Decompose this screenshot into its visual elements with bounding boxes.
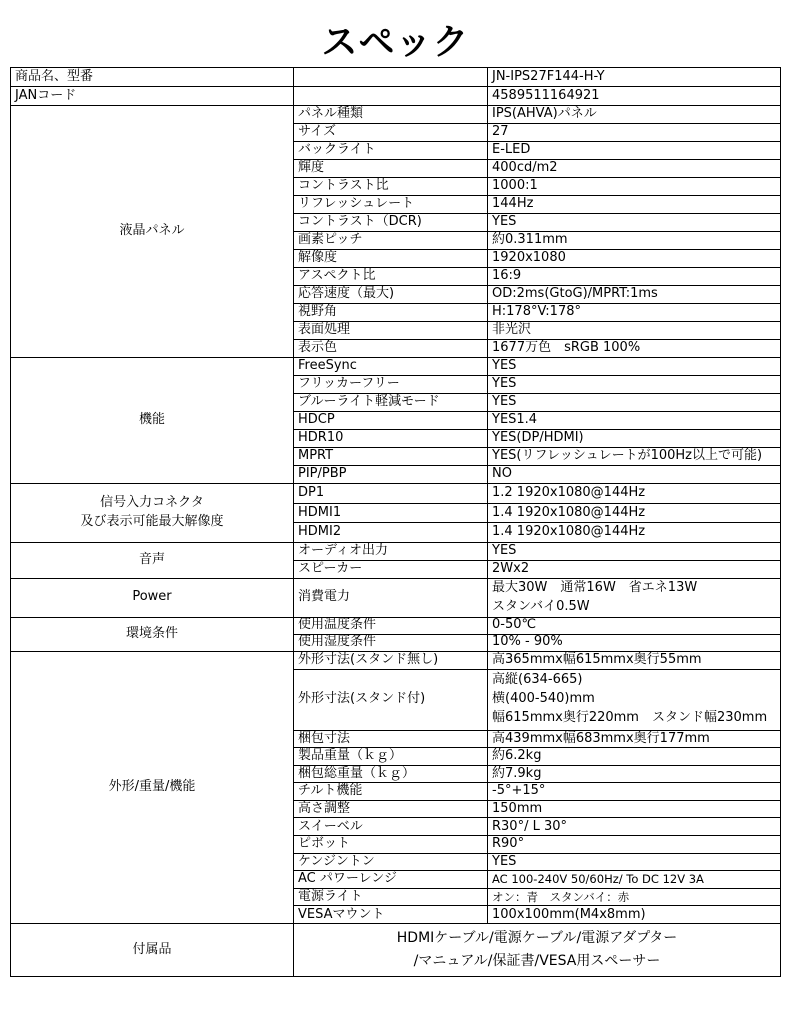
category-cell: [11, 484, 294, 543]
spec-label: DP1: [294, 484, 488, 504]
spec-value: YES(DP/HDMI): [488, 430, 781, 448]
value-line: /マニュアル/保証書/VESA用スペーサー: [413, 953, 661, 970]
table-row: [11, 651, 781, 669]
table-row: [11, 617, 781, 634]
spec-value: 非光沢: [488, 322, 781, 340]
spec-label: スイーベル: [294, 818, 488, 836]
spec-value: [488, 578, 781, 617]
spec-label: スピーカー: [294, 560, 488, 578]
value-line: 最大30W 通常16W 省エネ13W: [492, 579, 698, 595]
table-row: [11, 484, 781, 504]
category-cell: 環境条件: [11, 617, 294, 651]
spec-value: 高439mmx幅683mmx奥行177mm: [488, 730, 781, 748]
spec-label: 消費電力: [294, 578, 488, 617]
spec-label: ピボット: [294, 836, 488, 854]
empty-cell: [294, 87, 488, 106]
spec-value: 約6.2kg: [488, 748, 781, 766]
spec-label: アスペクト比: [294, 268, 488, 286]
spec-label: ブルーライト軽減モード: [294, 394, 488, 412]
spec-value: YES(リフレッシュレートが100Hz以上で可能): [488, 448, 781, 466]
value-line: HDMIケーブル/電源ケーブル/電源アダプター: [396, 929, 678, 946]
row-label: JANコード: [11, 87, 294, 106]
spec-value: 10% - 90%: [488, 634, 781, 651]
spec-value: E-LED: [488, 142, 781, 160]
table-row: [11, 542, 781, 560]
row-value: 4589511164921: [488, 87, 781, 106]
value-line: 横(400-540)mm: [492, 691, 595, 707]
spec-value: 2Wx2: [488, 560, 781, 578]
spec-value: 27: [488, 124, 781, 142]
spec-label: 高さ調整: [294, 800, 488, 818]
spec-label: 製品重量（ｋｇ）: [294, 748, 488, 766]
spec-value: AC 100-240V 50/60Hz/ To DC 12V 3A: [488, 871, 781, 889]
spec-value: 100x100mm(M4x8mm): [488, 906, 781, 924]
table-row: [11, 106, 781, 124]
spec-label: 解像度: [294, 250, 488, 268]
spec-value: 150mm: [488, 800, 781, 818]
category-cell: 外形/重量/機能: [11, 651, 294, 924]
spec-label: リフレッシュレート: [294, 196, 488, 214]
category-label: 及び表示可能最大解像度: [80, 513, 224, 529]
spec-table: [10, 67, 781, 977]
spec-label: 外形寸法(スタンド付): [294, 669, 488, 730]
category-cell: Power: [11, 578, 294, 617]
row-value: JN-IPS27F144-H-Y: [488, 68, 781, 87]
spec-value: 144Hz: [488, 196, 781, 214]
spec-value: YES: [488, 394, 781, 412]
spec-value: R30°/ L 30°: [488, 818, 781, 836]
spec-label: ケンジントン: [294, 853, 488, 871]
spec-value: 1.2 1920x1080@144Hz: [488, 484, 781, 504]
spec-value: 約0.311mm: [488, 232, 781, 250]
spec-label: HDCP: [294, 412, 488, 430]
spec-label: コントラスト（DCR): [294, 214, 488, 232]
spec-value: OD:2ms(GtoG)/MPRT:1ms: [488, 286, 781, 304]
page-title: スペック: [321, 22, 470, 63]
row-label: 商品名、型番: [11, 68, 294, 87]
value-line: 高縦(634-665): [492, 672, 583, 688]
spec-label: 電源ライト: [294, 888, 488, 906]
spec-label: チルト機能: [294, 783, 488, 801]
spec-label: オーディオ出力: [294, 542, 488, 560]
spec-label: 表示色: [294, 340, 488, 358]
spec-value: YES: [488, 542, 781, 560]
spec-label: FreeSync: [294, 358, 488, 376]
category-cell: 付属品: [11, 924, 294, 977]
spec-value: 0-50℃: [488, 617, 781, 634]
spec-value: -5°+15°: [488, 783, 781, 801]
category-cell: 液晶パネル: [11, 106, 294, 358]
spec-label: VESAマウント: [294, 906, 488, 924]
spec-label: HDMI2: [294, 523, 488, 543]
spec-label: PIP/PBP: [294, 466, 488, 484]
spec-value: 1677万色 sRGB 100%: [488, 340, 781, 358]
spec-value: 約7.9kg: [488, 765, 781, 783]
spec-value: R90°: [488, 836, 781, 854]
spec-label: 使用湿度条件: [294, 634, 488, 651]
spec-value: 16:9: [488, 268, 781, 286]
spec-value: YES: [488, 358, 781, 376]
accessories-value: [294, 924, 781, 977]
spec-label: 輝度: [294, 160, 488, 178]
spec-value: 1.4 1920x1080@144Hz: [488, 503, 781, 523]
spec-value: 1.4 1920x1080@144Hz: [488, 523, 781, 543]
spec-value: YES: [488, 376, 781, 394]
spec-label: コントラスト比: [294, 178, 488, 196]
spec-label: 画素ピッチ: [294, 232, 488, 250]
spec-label: フリッカーフリー: [294, 376, 488, 394]
spec-value: 高365mmx幅615mmx奥行55mm: [488, 651, 781, 669]
spec-label: 梱包寸法: [294, 730, 488, 748]
table-row: [11, 358, 781, 376]
spec-label: パネル種類: [294, 106, 488, 124]
spec-value: [488, 669, 781, 730]
spec-value: NO: [488, 466, 781, 484]
spec-value: H:178°V:178°: [488, 304, 781, 322]
spec-value: YES1.4: [488, 412, 781, 430]
spec-label: 梱包総重量（ｋｇ）: [294, 765, 488, 783]
spec-label: 視野角: [294, 304, 488, 322]
spec-label: サイズ: [294, 124, 488, 142]
category-cell: 音声: [11, 542, 294, 578]
spec-value: YES: [488, 853, 781, 871]
spec-label: HDMI1: [294, 503, 488, 523]
spec-value: オン：青 スタンバイ：赤: [488, 888, 781, 906]
spec-label: HDR10: [294, 430, 488, 448]
category-label: 信号入力コネクタ: [100, 494, 204, 510]
table-row: [11, 578, 781, 617]
table-row: [11, 68, 781, 87]
table-row: [11, 87, 781, 106]
spec-label: バックライト: [294, 142, 488, 160]
value-line: 幅615mmx奥行220mm スタンド幅230mm: [492, 709, 768, 725]
spec-label: AC パワーレンジ: [294, 871, 488, 889]
table-row: [11, 924, 781, 977]
spec-label: 応答速度（最大): [294, 286, 488, 304]
spec-value: 1920x1080: [488, 250, 781, 268]
spec-value: YES: [488, 214, 781, 232]
category-cell: 機能: [11, 358, 294, 484]
spec-value: 400cd/m2: [488, 160, 781, 178]
spec-label: 外形寸法(スタンド無し): [294, 651, 488, 669]
spec-label: 使用温度条件: [294, 617, 488, 634]
spec-value: 1000:1: [488, 178, 781, 196]
spec-label: MPRT: [294, 448, 488, 466]
spec-value: IPS(AHVA)パネル: [488, 106, 781, 124]
empty-cell: [294, 68, 488, 87]
value-line: スタンバイ0.5W: [492, 598, 590, 614]
spec-label: 表面処理: [294, 322, 488, 340]
